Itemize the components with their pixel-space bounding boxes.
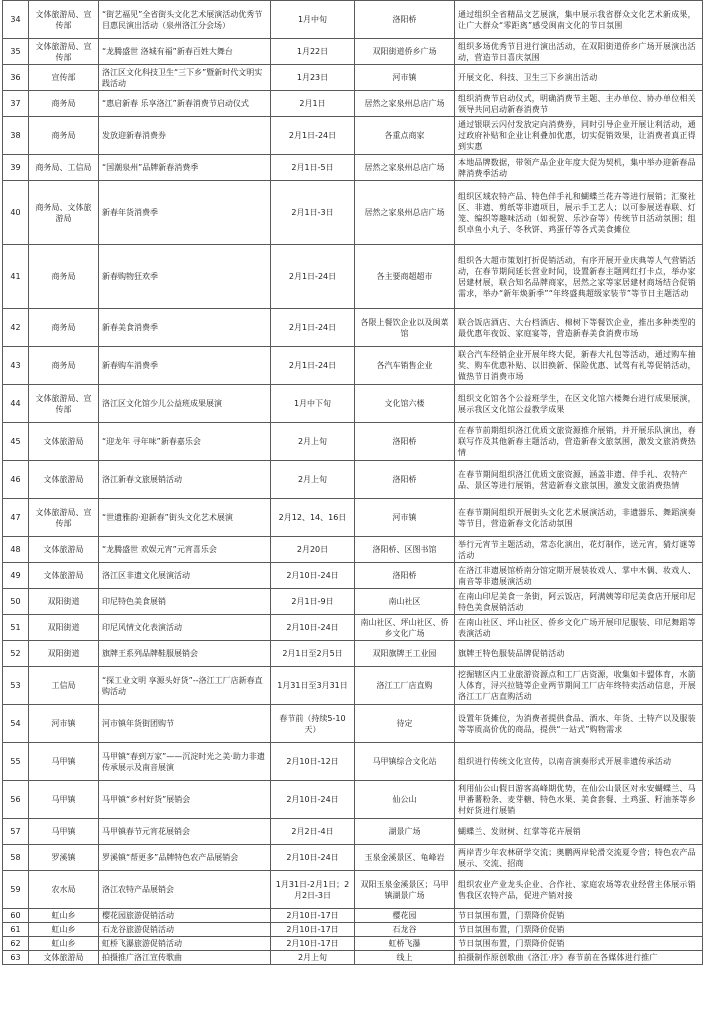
activity-time: 2月1日-24日 [271,309,355,347]
table-row [3,309,703,347]
activity-number: 46 [3,461,29,499]
activity-number: 62 [3,937,29,951]
activity-place: 玉泉金溪景区、龟峰岩 [355,845,455,871]
responsible-unit: 文体旅游局 [29,951,99,965]
table-row [3,641,703,667]
table-row [3,181,703,245]
activity-place: 河市镇 [355,65,455,91]
activity-name: 旗牌王系列品牌鞋服展销会 [99,641,271,667]
responsible-unit: 虹山乡 [29,909,99,923]
responsible-unit: 双阳街道 [29,589,99,615]
activity-name: 马甲镇春节元宵花展销会 [99,819,271,845]
activity-name: “探工业文明 享源头好货”--洛江工厂店新春直购活动 [99,667,271,705]
responsible-unit: 文体旅游局、宣传部 [29,499,99,537]
activity-place: 洛阳桥 [355,461,455,499]
responsible-unit: 虹山乡 [29,923,99,937]
activity-name: 发放迎新春消费券 [99,117,271,155]
activity-place: 文化馆六楼 [355,385,455,423]
activity-time: 2月10日-24日 [271,781,355,819]
responsible-unit: 商务局 [29,347,99,385]
activity-description: 拍摄制作原创歌曲《洛江·序》春节前在各媒体进行推广 [455,951,703,965]
activity-place: 居然之家泉州总店广场 [355,155,455,181]
activity-place: 石龙谷 [355,923,455,937]
activity-place: 马甲镇综合文化站 [355,743,455,781]
activity-place: 洛阳桥 [355,423,455,461]
activity-number: 56 [3,781,29,819]
activity-name: “迎龙年 寻年味”新春嘉乐会 [99,423,271,461]
activity-place: 洛阳桥 [355,1,455,39]
responsible-unit: 双阳街道 [29,615,99,641]
activity-place: 双阳旗牌王工业园 [355,641,455,667]
activity-place: 樱花园 [355,909,455,923]
table-row [3,65,703,91]
responsible-unit: 文体旅游局 [29,537,99,563]
responsible-unit: 文体旅游局 [29,423,99,461]
activity-number: 40 [3,181,29,245]
responsible-unit: 商务局 [29,91,99,117]
responsible-unit: 商务局、文体旅游局 [29,181,99,245]
activity-time: 1月31日-2月1日；2月2日-3日 [271,871,355,909]
activity-number: 58 [3,845,29,871]
activity-place: 各重点商家 [355,117,455,155]
activity-description: 举行元宵节主题活动，常态化演出，花灯制作，送元宵，猜灯谜等活动 [455,537,703,563]
activity-description: 组织区域农特产品、特色伴手礼和蝴蝶兰花卉等进行展销；汇聚社区、非遗、剪纸等非遗项目，展示手工艺人；以可参展送春联、灯笼、编织等趣味活动（如祝贺、乐沙奋等）传统节日活动氛围；组织卓鱼小丸子、冬秋饼、鸡蛋仔等各式美食摊位 [455,181,703,245]
activity-number: 57 [3,819,29,845]
activity-place: 居然之家泉州总店广场 [355,181,455,245]
table-row [3,117,703,155]
activity-time: 2月1日-9日 [271,589,355,615]
activity-time: 2月1日-5日 [271,155,355,181]
responsible-unit: 虹山乡 [29,937,99,951]
activity-place: 洛江工厂店直购 [355,667,455,705]
activity-number: 63 [3,951,29,965]
activity-name: 石龙谷旅游促销活动 [99,923,271,937]
activity-time: 2月10日-24日 [271,563,355,589]
activity-number: 60 [3,909,29,923]
table-row [3,91,703,117]
activity-place: 河市镇 [355,499,455,537]
activity-description: 在南山社区、坪山社区、侨乡文化广场开展印尼服装、印尼舞蹈等表演活动 [455,615,703,641]
activity-number: 50 [3,589,29,615]
table-row [3,589,703,615]
activity-name: 樱花园旅游促销活动 [99,909,271,923]
responsible-unit: 宣传部 [29,65,99,91]
responsible-unit: 商务局 [29,309,99,347]
table-row [3,39,703,65]
activity-time: 2月10日-24日 [271,845,355,871]
responsible-unit: 商务局 [29,117,99,155]
activity-name: 新春年货消费季 [99,181,271,245]
activity-name: 洛江农特产品展销会 [99,871,271,909]
activity-number: 45 [3,423,29,461]
activity-name: “龙腾盛世 洛城有福”新春百姓大舞台 [99,39,271,65]
activity-place: 洛阳桥 [355,563,455,589]
activity-number: 52 [3,641,29,667]
activity-time: 2月1日至2月5日 [271,641,355,667]
activity-time: 2月20日 [271,537,355,563]
activity-number: 37 [3,91,29,117]
responsible-unit: 商务局 [29,245,99,309]
activity-place: 南山社区、坪山社区、侨乡文化广场 [355,615,455,641]
activity-time: 2月10日-12日 [271,743,355,781]
activity-time: 2月2日-4日 [271,819,355,845]
activity-number: 36 [3,65,29,91]
activity-table-body [3,1,703,965]
activity-description: 在春节期间组织洛江优质文旅资源，涵盖非遗、伴手礼、农特产品、景区等进行展销，营造新春文旅氛围，激发文旅消费热情 [455,461,703,499]
activity-description: 旗牌王特色服装品牌促销活动 [455,641,703,667]
table-row [3,563,703,589]
activity-table [2,0,703,965]
activity-name: 印尼风情文化表演活动 [99,615,271,641]
activity-number: 53 [3,667,29,705]
activity-time: 2月1日-3日 [271,181,355,245]
activity-time: 2月上旬 [271,423,355,461]
table-row [3,845,703,871]
activity-time: 2月10日-17日 [271,937,355,951]
responsible-unit: 文体旅游局 [29,563,99,589]
activity-number: 41 [3,245,29,309]
activity-time: 1月31日至3月31日 [271,667,355,705]
responsible-unit: 文体旅游局、宣传部 [29,385,99,423]
table-row [3,245,703,309]
activity-time: 2月12、14、16日 [271,499,355,537]
activity-name: 新春购物狂欢季 [99,245,271,309]
activity-description: 两岸青少年农林研学交流；奥鹏两岸轮滑交流夏令营；特色农产品展示、交流、招商 [455,845,703,871]
activity-time: 2月10日-17日 [271,923,355,937]
activity-description: 在春节前期组织洛江优质文旅资源推介展销，并开展乐队演出，春联写作及其他新春主题活动，营造新春文旅氛围，激发文旅消费热情 [455,423,703,461]
activity-time: 2月上旬 [271,461,355,499]
activity-number: 59 [3,871,29,909]
activity-time: 2月1日-24日 [271,245,355,309]
table-row [3,461,703,499]
activity-place: 各汽车销售企业 [355,347,455,385]
activity-number: 35 [3,39,29,65]
activity-time: 2月10日-17日 [271,909,355,923]
table-row [3,615,703,641]
activity-name: 新春美食消费季 [99,309,271,347]
table-row [3,537,703,563]
activity-name: “龙腾盛世 欢娱元宵”元宵喜乐会 [99,537,271,563]
activity-name: “街艺福见”全省街头文化艺术展演活动优秀节目惠民演出活动（泉州洛江分会场） [99,1,271,39]
table-row [3,743,703,781]
table-row [3,871,703,909]
activity-description: 通过银联云闪付发放定向消费券，同时引导企业开展让利活动，通过政府补贴和企业让利叠加优惠，切实促销效果，让消费者真正得到实惠 [455,117,703,155]
responsible-unit: 河市镇 [29,705,99,743]
responsible-unit: 马甲镇 [29,819,99,845]
table-row [3,923,703,937]
responsible-unit: 马甲镇 [29,743,99,781]
activity-place: 居然之家泉州总店广场 [355,91,455,117]
activity-number: 48 [3,537,29,563]
activity-description: 组织各大超市策划打折促销活动，有序开展开业庆典等人气营销活动，在春节期间延长营业时间，设置新春主题网红打卡点，举办家居建材展，联合知名品牌商家，居然之家等家居建材商场结合促销需求，举办“新年焕新季”“年终盛典超级家装节”等节日主题活动 [455,245,703,309]
table-row [3,347,703,385]
activity-description: 蝴蝶兰、发财树、红掌等花卉展销 [455,819,703,845]
activity-place: 南山社区 [355,589,455,615]
activity-description: 在南山印尼美食一条街，阿云饭店，阿满姨等印尼美食店开展印尼特色美食展销活动 [455,589,703,615]
activity-description: 组织进行传统文化宣传，以南音演奏形式开展非遗传承活动 [455,743,703,781]
responsible-unit: 农水局 [29,871,99,909]
activity-time: 1月23日 [271,65,355,91]
activity-time: 1月中旬 [271,1,355,39]
activity-number: 49 [3,563,29,589]
table-row [3,385,703,423]
activity-description: 在洛江非遗展馆桥南分馆定期开展装妆戏人、掌中木偶、妆戏人、南音等非遗展演活动 [455,563,703,589]
responsible-unit: 商务局、工信局 [29,155,99,181]
table-row [3,155,703,181]
table-row [3,937,703,951]
table-row [3,1,703,39]
table-row [3,819,703,845]
activity-time: 1月中下旬 [271,385,355,423]
responsible-unit: 文体旅游局、宣传部 [29,1,99,39]
table-row [3,499,703,537]
activity-name: 马甲镇“乡村好货”展销会 [99,781,271,819]
activity-name: 拍摄推广洛江宣传歌曲 [99,951,271,965]
activity-description: 联合饭店酒店、大台档酒店、棉树下等餐饮企业，推出多种类型的最优惠年夜饭、家庭宴等，营造新春美食消费市场 [455,309,703,347]
activity-description: 通过组织全省精品文艺展演，集中展示我省群众文化艺术新成果，让广大群众“零距离”感受闽南文化的节日氛围 [455,1,703,39]
activity-description: 节日氛围布置，门票降价促销 [455,923,703,937]
activity-place: 虹桥飞瀑 [355,937,455,951]
responsible-unit: 马甲镇 [29,781,99,819]
activity-description: 开展文化、科技、卫生三下乡演出活动 [455,65,703,91]
activity-name: “惠启新春 乐享洛江”新春消费节启动仪式 [99,91,271,117]
activity-number: 34 [3,1,29,39]
activity-time: 2月上旬 [271,951,355,965]
activity-description: 组织多场优秀节目进行演出活动，在双阳街道侨乡广场开展演出活动，营造节日喜庆氛围 [455,39,703,65]
activity-place: 各主要商超超市 [355,245,455,309]
activity-number: 51 [3,615,29,641]
responsible-unit: 罗溪镇 [29,845,99,871]
activity-name: 印尼特色美食展销 [99,589,271,615]
table-row [3,423,703,461]
activity-description: 组织农业产业龙头企业、合作社、家庭农场等农业经营主体展示销售我区农特产品，促进产销对接 [455,871,703,909]
activity-place: 湖景广场 [355,819,455,845]
table-row [3,909,703,923]
activity-time: 1月22日 [271,39,355,65]
activity-place: 各限上餐饮企业以及闽菜馆 [355,309,455,347]
activity-name: “国潮泉州”品牌新春消费季 [99,155,271,181]
activity-place: 仙公山 [355,781,455,819]
activity-schedule-sheet [2,0,702,965]
activity-time: 2月1日 [271,91,355,117]
activity-place: 洛阳桥、区图书馆 [355,537,455,563]
activity-description: 在春节期间组织开展街头文化艺术展演活动，非遗器乐、舞蹈演奏等节目，营造新春文化活动氛围 [455,499,703,537]
responsible-unit: 文体旅游局 [29,461,99,499]
activity-time: 2月1日-24日 [271,117,355,155]
activity-name: 罗溪镇“帮更多”品牌特色农产品展销会 [99,845,271,871]
table-row [3,667,703,705]
activity-name: 洛江区非遗文化展演活动 [99,563,271,589]
responsible-unit: 文体旅游局、宣传部 [29,39,99,65]
activity-name: “世遗雅韵·迎新春”街头文化艺术展演 [99,499,271,537]
activity-description: 组织消费节启动仪式，明确消费节主题、主办单位、协办单位相关领导共同启动新春消费节 [455,91,703,117]
activity-place: 线上 [355,951,455,965]
activity-number: 61 [3,923,29,937]
activity-number: 47 [3,499,29,537]
activity-name: 马甲镇“春到万家”——沉淀时光之美·助力非遗传承展示及南音展演 [99,743,271,781]
activity-description: 节日氛围布置，门票降价促销 [455,937,703,951]
activity-place: 双阳玉泉金溪景区；马甲镇湖景广场 [355,871,455,909]
activity-number: 54 [3,705,29,743]
activity-description: 组织文化馆各个公益班学生，在区文化馆六楼舞台进行成果展演，展示我区文化馆公益教学成果 [455,385,703,423]
activity-description: 本地品牌数据，带领产品企业年度大促为契机，集中举办迎新春品牌消费季活动 [455,155,703,181]
activity-description: 联合汽车经销企业开展年终大促，新春大礼包等活动，通过购车抽奖、购车优惠补贴、以旧换新、保险优惠、试驾有礼等促销活动，做热节日消费市场 [455,347,703,385]
activity-time: 2月1日-24日 [271,347,355,385]
activity-description: 挖掘辖区内工业旅游资源点和工厂店资源，收集如卡盟体育，水箭人体育，浔兴拉链等企业两节期间工厂店年终特卖活动信息，开展洛江工厂店直购活动 [455,667,703,705]
table-row [3,705,703,743]
activity-place: 双阳街道侨乡广场 [355,39,455,65]
activity-name: 新春购车消费季 [99,347,271,385]
activity-name: 虹桥飞瀑旅游促销活动 [99,937,271,951]
activity-number: 39 [3,155,29,181]
activity-name: 洛江新春文旅展销活动 [99,461,271,499]
activity-description: 节日氛围布置，门票降价促销 [455,909,703,923]
activity-number: 55 [3,743,29,781]
table-row [3,951,703,965]
activity-place: 待定 [355,705,455,743]
activity-name: 河市镇年货街团购节 [99,705,271,743]
activity-number: 43 [3,347,29,385]
activity-description: 利用仙公山假日游客高峰期优势，在仙公山景区对永安蝴蝶兰、马甲番薯粉条、麦芽糖、特色水果、美食套餐、土鸡蛋、籽油茶等乡村好货进行展销 [455,781,703,819]
activity-number: 44 [3,385,29,423]
activity-time: 2月10日-24日 [271,615,355,641]
activity-name: 洛江区文化馆少儿公益班成果展演 [99,385,271,423]
table-row [3,781,703,819]
responsible-unit: 工信局 [29,667,99,705]
responsible-unit: 双阳街道 [29,641,99,667]
activity-name: 洛江区文化科技卫生“三下乡”暨新时代文明实践活动 [99,65,271,91]
activity-number: 38 [3,117,29,155]
activity-time: 春节前（持续5-10天） [271,705,355,743]
activity-description: 设置年货摊位，为消费者提供食品、酒水、年货、土特产以及服装等等质高价优的商品，提供“一站式”购物需求 [455,705,703,743]
activity-number: 42 [3,309,29,347]
